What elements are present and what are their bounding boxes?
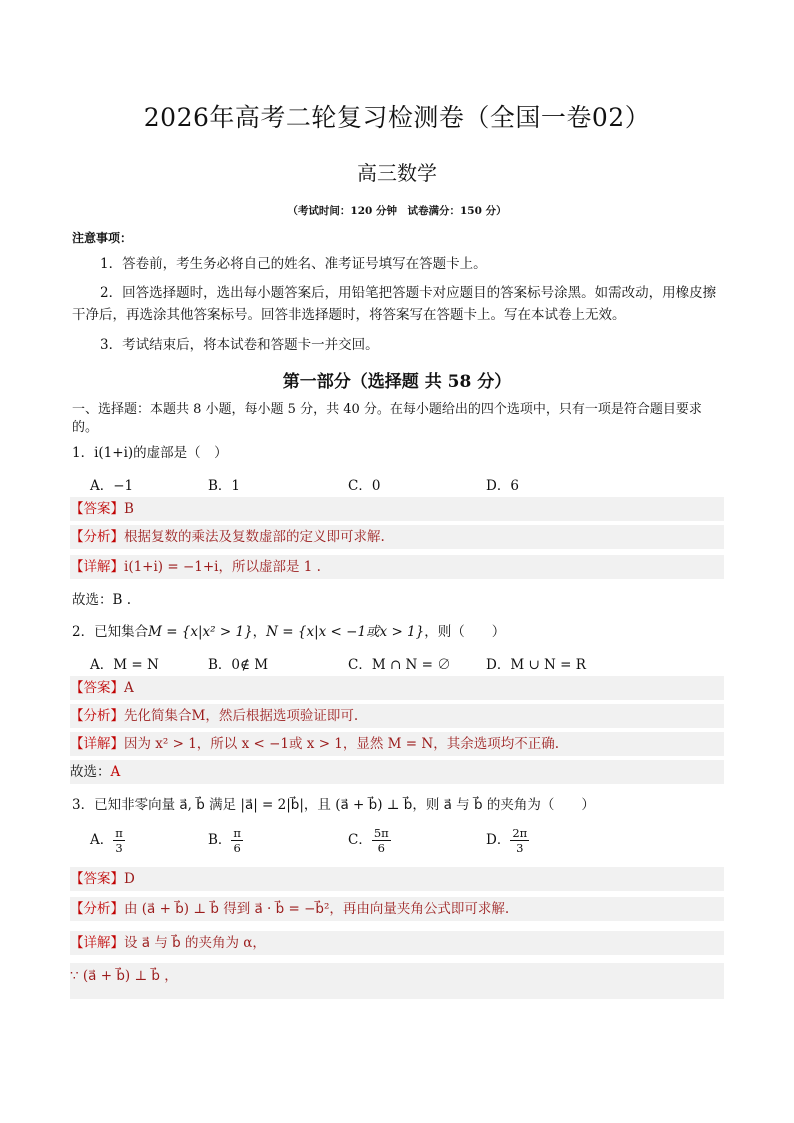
option-b[interactable]: B．0∉ M: [208, 657, 269, 673]
fraction: [113, 826, 125, 855]
detail-text: 设 a⃗ 与 b⃗ 的夹角为 α，: [124, 935, 266, 951]
answer-row: [70, 867, 724, 891]
notice-item-1: 1．答卷前，考生务必将自己的姓名、准考证号填写在答题卡上。: [100, 256, 487, 272]
analysis-row: [70, 704, 724, 728]
answer-value: D: [124, 871, 135, 887]
option-a[interactable]: A．−1: [90, 478, 134, 494]
option-a[interactable]: A．M = N: [90, 657, 159, 673]
question-2-stem: [72, 620, 505, 640]
analysis-row: [70, 897, 724, 921]
detail-tag: 【详解】: [70, 559, 124, 575]
option-a[interactable]: [90, 826, 125, 855]
answer-tag: 【答案】: [70, 871, 124, 887]
detail-row: [70, 931, 724, 955]
question-text: ，则（ ）: [424, 624, 506, 640]
analysis-text: 根据复数的乘法及复数虚部的定义即可求解.: [124, 529, 385, 545]
denominator: 6: [377, 841, 385, 855]
choice-row: [72, 588, 131, 608]
detail-text: 因为 x² > 1，所以 x < −1或 x > 1，显然 M = N，其余选项均不正确.: [124, 736, 559, 752]
option-label: D．: [486, 832, 511, 848]
answer-row: [70, 676, 724, 700]
option-c[interactable]: C．M ∩ N = ∅: [348, 657, 451, 673]
numerator: 2π: [512, 826, 528, 840]
notice-heading: 注意事项：: [72, 231, 133, 245]
option-d[interactable]: D．6: [486, 478, 519, 494]
choice-row: [70, 760, 724, 784]
step-text: ∵ (a⃗ + b⃗) ⊥ b⃗ ，: [70, 968, 178, 984]
question-text: 已知非零向量 a⃗, b⃗ 满足 |a⃗| = 2|b⃗|，且 (a⃗ + b⃗) ⊥ b⃗，则 a⃗ 与 b⃗ 的夹角为（ ）: [94, 797, 595, 813]
option-c[interactable]: [348, 826, 391, 855]
answer-tag: 【答案】: [70, 501, 124, 517]
numerator: 5π: [373, 826, 389, 840]
question-1-stem: [72, 441, 228, 461]
question-number: 2．: [72, 624, 95, 640]
question-3-stem: [72, 793, 595, 813]
set-n-expression: N = {x|x < −1或x > 1}: [266, 624, 425, 640]
question-number: 3．: [72, 797, 95, 813]
math-expression: i(1+i): [94, 445, 134, 461]
analysis-row: [70, 525, 724, 549]
answer-value: A: [124, 680, 134, 696]
detail-text: ，所以虚部是 1 .: [218, 559, 321, 575]
detail-tag: 【详解】: [70, 935, 124, 951]
page-subtitle: 高三数学: [357, 161, 437, 185]
separator: ，: [252, 624, 267, 640]
set-m-expression: M = {x|x² > 1}: [148, 624, 253, 640]
numerator: π: [233, 826, 241, 840]
answer-value: B: [124, 501, 134, 517]
notice-item-3: 3．考试结束后，将本试卷和答题卡一并交回。: [100, 337, 379, 353]
section-intro: 一、选择题：本题共 8 小题，每小题 5 分，共 40 分。在每小题给出的四个选项中，只有一项是符合题目要求的。: [72, 402, 702, 435]
analysis-tag: 【分析】: [70, 529, 124, 545]
analysis-tag: 【分析】: [70, 901, 124, 917]
denominator: 6: [233, 841, 241, 855]
option-b[interactable]: [208, 826, 243, 855]
analysis-text: 由 (a⃗ + b⃗) ⊥ b⃗ 得到 a⃗ · b⃗ = −b⃗²，再由向量夹角公式即可求解.: [124, 901, 510, 917]
option-c[interactable]: C．0: [348, 478, 381, 494]
fraction: [231, 826, 243, 855]
option-label: B．: [208, 832, 232, 848]
answer-tag: 【答案】: [70, 680, 124, 696]
choice-label: 故选：: [70, 764, 111, 780]
option-d[interactable]: [486, 826, 529, 855]
detail-row: [70, 555, 724, 579]
denominator: 3: [516, 841, 524, 855]
option-d[interactable]: D．M ∪ N = R: [486, 657, 586, 673]
answer-row: [70, 497, 724, 521]
option-b[interactable]: B．1: [208, 478, 241, 494]
detail-row: [70, 732, 724, 756]
analysis-tag: 【分析】: [70, 708, 124, 724]
option-label: A．: [90, 832, 114, 848]
option-label: C．: [348, 832, 372, 848]
fraction: [510, 826, 529, 855]
page-title: 2026年高考二轮复习检测卷（全国一卷02）: [143, 103, 651, 132]
section-title: 第一部分（选择题 共 58 分）: [282, 372, 512, 392]
detail-expression: i(1+i) = −1+i: [124, 559, 219, 575]
detail-tag: 【详解】: [70, 736, 124, 752]
choice-value: B .: [112, 592, 132, 608]
choice-label: 故选：: [72, 592, 113, 608]
notice-item-2: 2．回答选择题时，选出每小题答案后，用铅笔把答题卡对应题目的答案标号涂黑。如需改动，用橡皮擦干净后，再选涂其他答案标号。回答非选择题时，将答案写在答题卡上。写在本试卷上无效。: [72, 285, 717, 323]
denominator: 3: [115, 841, 123, 855]
analysis-text: 先化简集合M，然后根据选项验证即可.: [124, 708, 359, 724]
fraction: [372, 826, 391, 855]
numerator: π: [115, 826, 123, 840]
exam-time-info: （考试时间：120 分钟 试卷满分：150 分）: [287, 205, 507, 217]
question-number: 1．: [72, 445, 95, 461]
step-row: [70, 963, 724, 999]
question-text: 已知集合: [94, 624, 149, 640]
choice-value: A: [110, 764, 121, 780]
question-text: 的虚部是（ ）: [133, 445, 228, 461]
